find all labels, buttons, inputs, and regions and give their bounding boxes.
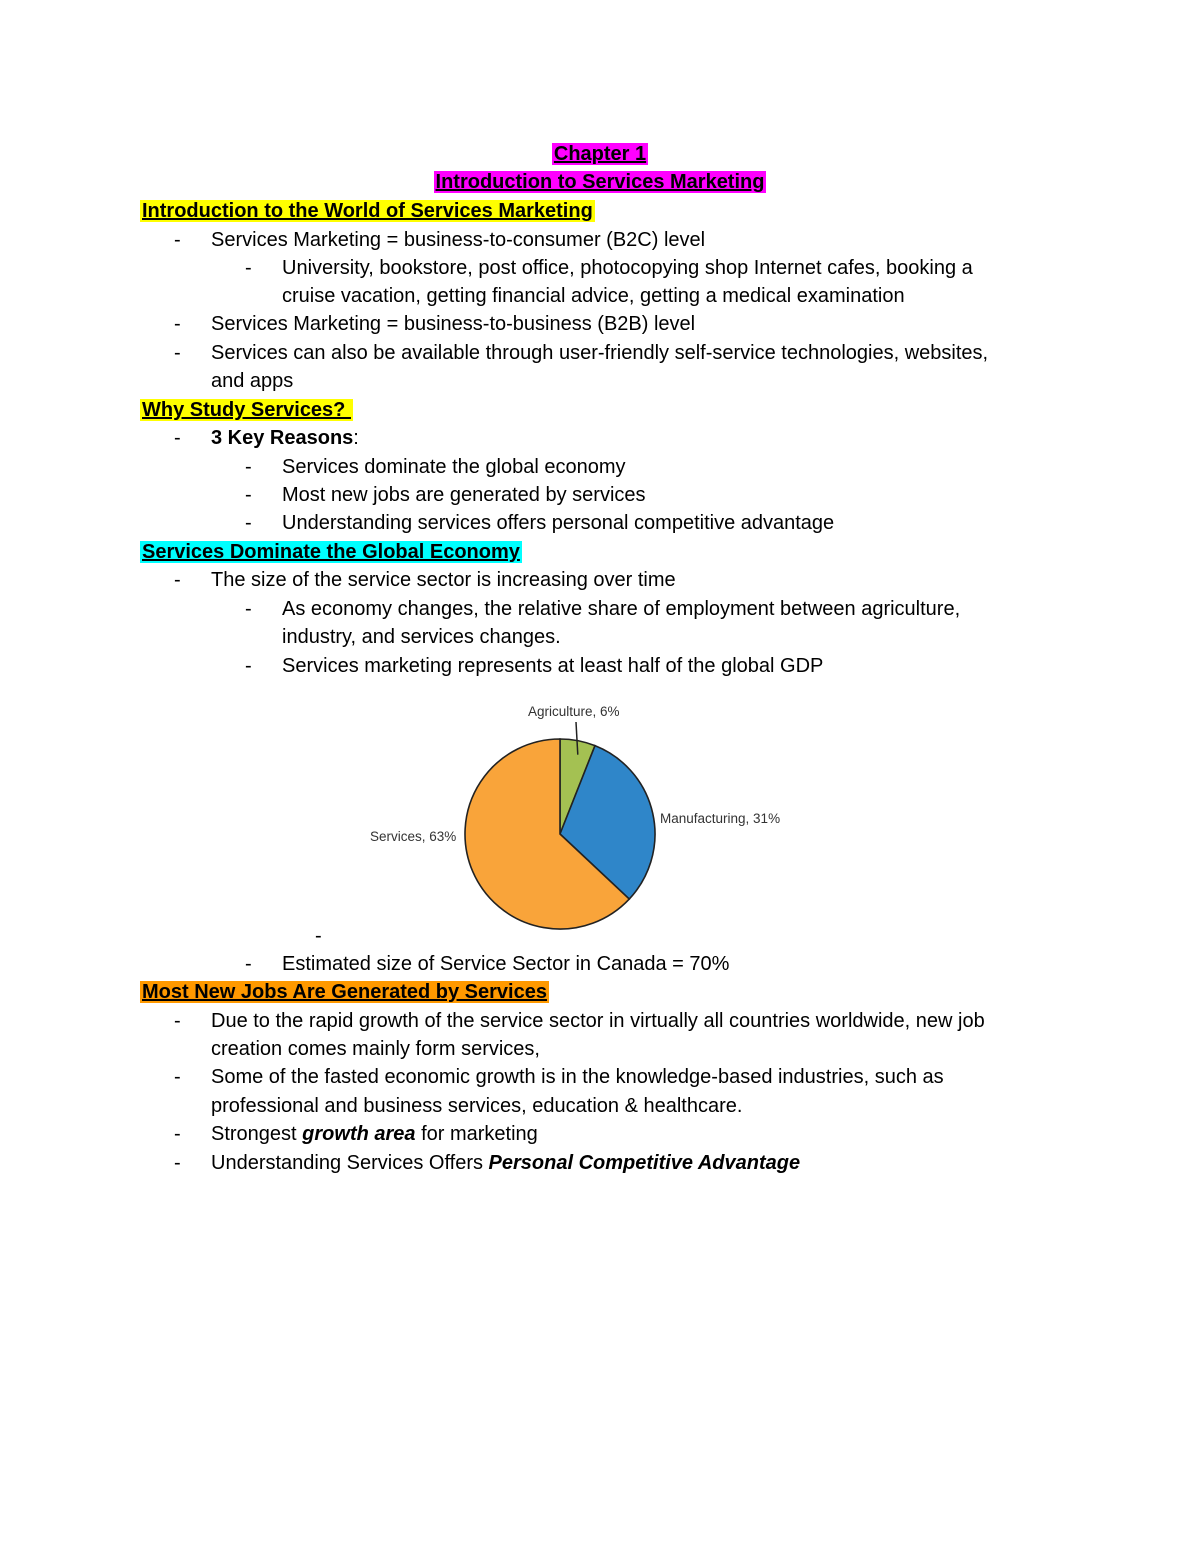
gdp-pie-chart <box>360 696 800 940</box>
key-reasons-colon: : <box>353 427 359 449</box>
bullet-dash: - <box>174 569 181 591</box>
reason-text: Services dominate the global economy <box>282 456 626 478</box>
item-text <box>211 1120 538 1148</box>
pie-label-agriculture: Agriculture, 6% <box>528 704 620 719</box>
item-text-continued: and apps <box>211 370 294 392</box>
item-text: Some of the fasted economic growth is in the knowledge-based industries, such as <box>211 1066 944 1088</box>
item-text: Services marketing represents at least half of the global GDP <box>282 655 824 677</box>
bullet-dash: - <box>174 1123 181 1145</box>
list-item <box>245 595 961 623</box>
list-item <box>245 509 835 537</box>
list-item <box>174 1063 944 1091</box>
section-heading-jobs: Most New Jobs Are Generated by Services <box>142 981 547 1003</box>
text-run: Understanding Services Offers <box>211 1152 489 1174</box>
bullet-dash: - <box>245 598 252 620</box>
dominate-heading-line <box>140 538 522 566</box>
list-item <box>245 652 824 680</box>
list-item <box>174 226 706 254</box>
bullet-dash: - <box>174 1066 181 1088</box>
list-item <box>174 1149 801 1177</box>
bullet-dash: - <box>245 484 252 506</box>
bullet-dash: - <box>245 953 252 975</box>
intro-heading-line <box>140 197 595 225</box>
list-item <box>174 339 989 367</box>
empty-bullet-dash: - <box>315 925 322 947</box>
item-text: Services Marketing = business-to-consumer (B2C) level <box>211 229 706 251</box>
emphasis-competitive-advantage: Personal Competitive Advantage <box>488 1152 801 1174</box>
item-text: The size of the service sector is increasing over time <box>211 569 676 591</box>
list-item <box>174 310 696 338</box>
pie-label-manufacturing: Manufacturing, 31% <box>660 811 781 826</box>
reason-text: Understanding services offers personal competitive advantage <box>282 512 835 534</box>
item-text: Services Marketing = business-to-business (B2B) level <box>211 313 696 335</box>
item-text: Due to the rapid growth of the service sector in virtually all countries worldwide, new job <box>211 1010 985 1032</box>
bullet-dash: - <box>174 1010 181 1032</box>
section-heading-intro: Introduction to the World of Services Marketing <box>142 200 593 222</box>
bullet-dash: - <box>245 512 252 534</box>
item-text-continued: professional and business services, education & healthcare. <box>211 1095 743 1117</box>
item-text: Estimated size of Service Sector in Canada = 70% <box>282 953 730 975</box>
item-text <box>211 424 359 452</box>
emphasis-growth-area: growth area <box>302 1123 416 1145</box>
item-text: Services can also be available through user-friendly self-service technologies, websites, <box>211 342 989 364</box>
bullet-dash: - <box>174 1152 181 1174</box>
bullet-dash: - <box>245 257 252 279</box>
list-item <box>245 254 973 282</box>
bullet-dash: - <box>174 313 181 335</box>
chapter-heading-line <box>0 140 1200 168</box>
list-item <box>174 566 676 594</box>
list-item <box>245 950 730 978</box>
bullet-dash: - <box>245 655 252 677</box>
bullet-dash: - <box>245 456 252 478</box>
item-text <box>211 1149 800 1177</box>
pie-label-services: Services, 63% <box>370 829 457 844</box>
pie-chart-svg <box>360 696 800 940</box>
item-text-continued: industry, and services changes. <box>282 626 561 648</box>
list-item <box>174 424 359 452</box>
bullet-dash: - <box>174 427 181 449</box>
item-text: As economy changes, the relative share of employment between agriculture, <box>282 598 961 620</box>
bullet-dash: - <box>174 342 181 364</box>
list-item <box>245 481 646 509</box>
list-item <box>245 453 626 481</box>
list-item <box>174 1120 538 1148</box>
text-run: for marketing <box>415 1123 538 1145</box>
chapter-heading: Chapter 1 <box>553 143 647 165</box>
item-text: University, bookstore, post office, photocopying shop Internet cafes, booking a <box>282 257 973 279</box>
reason-text: Most new jobs are generated by services <box>282 484 646 506</box>
item-text-continued: creation comes mainly form services, <box>211 1038 540 1060</box>
bullet-dash: - <box>174 229 181 251</box>
text-run: Strongest <box>211 1123 303 1145</box>
why-heading-line <box>140 396 353 424</box>
list-item <box>174 1007 985 1035</box>
jobs-heading-line <box>140 978 549 1006</box>
section-heading-why: Why Study Services? <box>142 399 351 421</box>
title-heading: Introduction to Services Marketing <box>435 171 765 193</box>
title-heading-line <box>0 168 1200 196</box>
item-text-continued: cruise vacation, getting financial advice, getting a medical examination <box>282 285 905 307</box>
key-reasons-bold: 3 Key Reasons <box>211 427 354 449</box>
section-heading-dominate: Services Dominate the Global Economy <box>142 541 520 563</box>
